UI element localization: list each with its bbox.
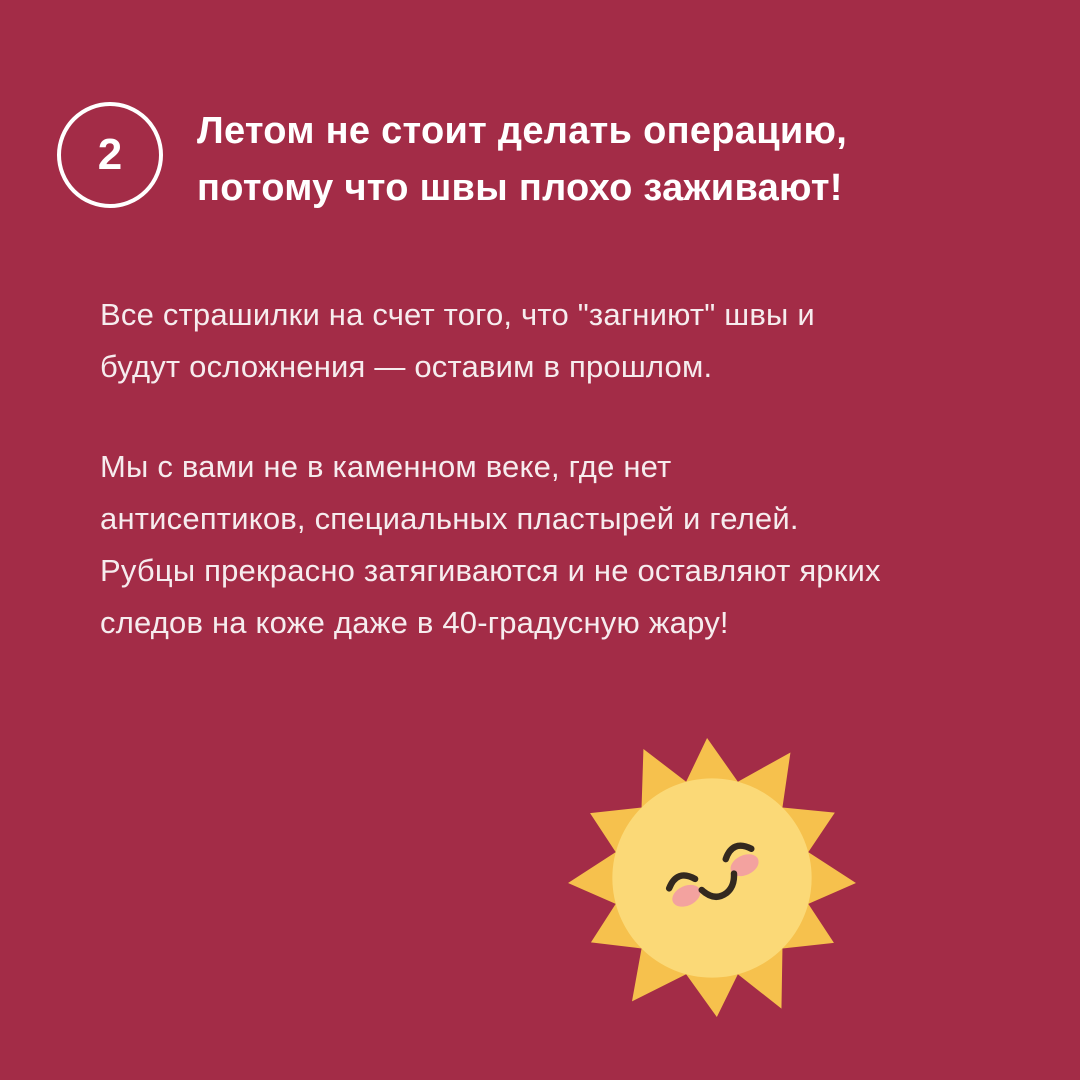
- title-line-2: потому что швы плохо заживают!: [197, 167, 843, 209]
- title-line-1: Летом не стоит делать операцию,: [197, 110, 848, 152]
- sun-icon: [564, 730, 860, 1026]
- paragraph-2-line-3: Рубцы прекрасно затягиваются и не оставляют ярких: [100, 553, 881, 588]
- paragraph-1: [100, 289, 815, 393]
- myth-title: [197, 103, 847, 217]
- paragraph-2-line-2: антисептиков, специальных пластырей и гелей.: [100, 501, 799, 536]
- paragraph-1-line-2: будут осложнения — оставим в прошлом.: [100, 349, 713, 384]
- paragraph-2: [100, 441, 881, 649]
- paragraph-2-line-4: следов на коже даже в 40-градусную жару!: [100, 605, 729, 640]
- paragraph-1-line-1: Все страшилки на счет того, что "загниют" швы и: [100, 297, 815, 332]
- step-number-badge: [57, 102, 163, 208]
- paragraph-2-line-1: Мы с вами не в каменном веке, где нет: [100, 449, 672, 484]
- step-number: 2: [97, 130, 123, 179]
- sun-body: [612, 778, 811, 977]
- smiling-sun-illustration: [564, 730, 860, 1026]
